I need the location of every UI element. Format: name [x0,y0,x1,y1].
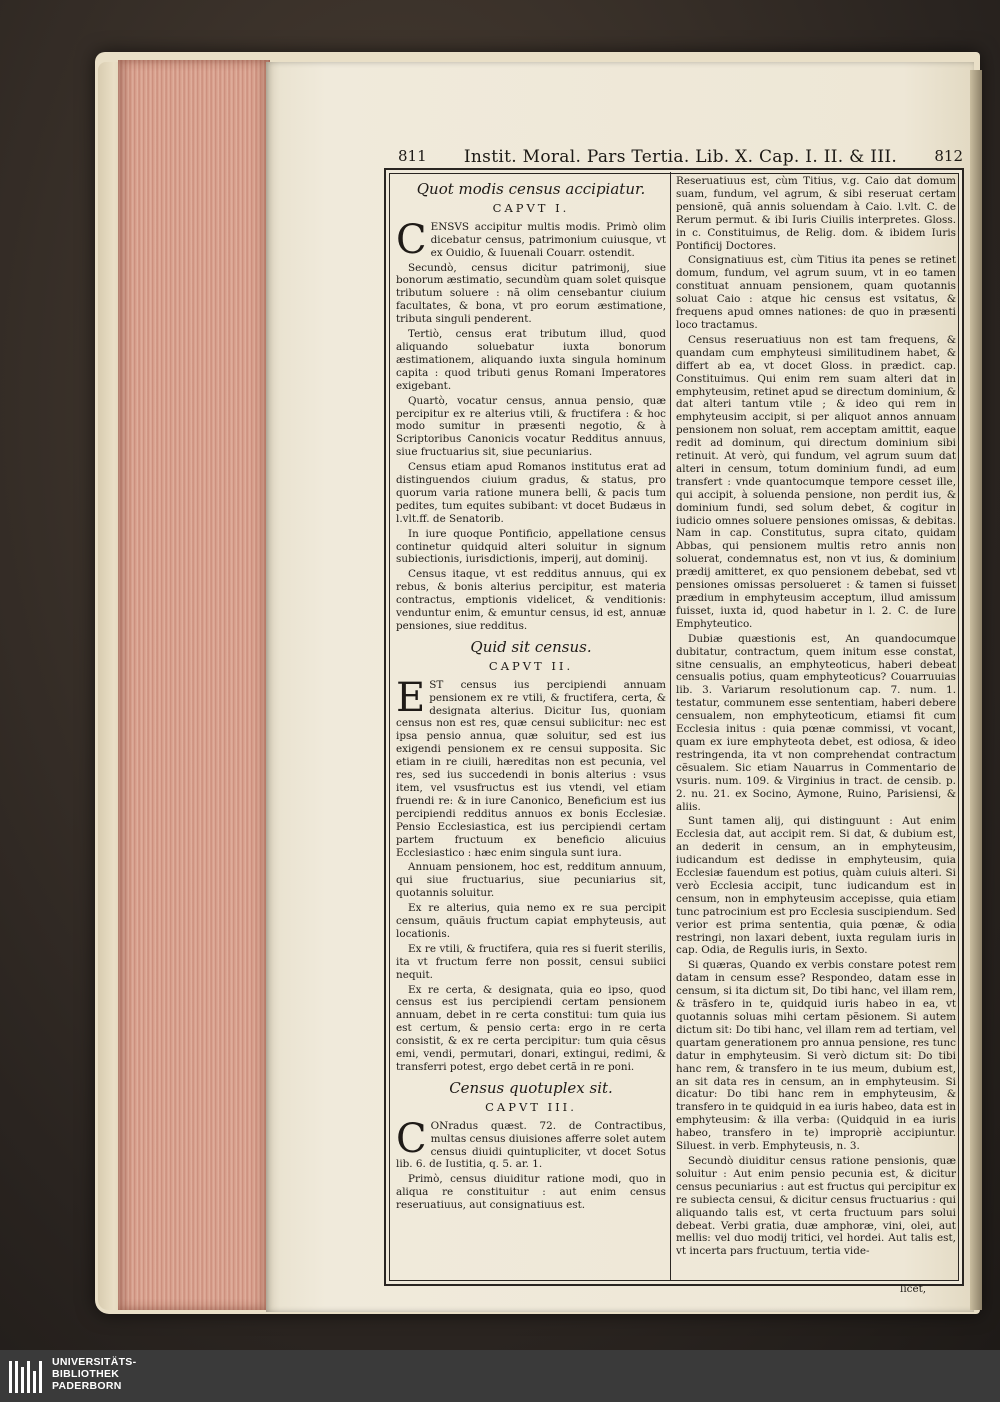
paragraph: Primò, census diuiditur ratione modi, quo in aliqua re constituitur : aut enim census reseruatiuus, aut consignatiuus est. [396,1173,666,1212]
paragraph: Ex re vtili, & fructifera, quia res si fuerit sterilis, ita vt fructum ferre non possit, censui subiici nequit. [396,942,666,981]
paragraph: C ONradus quæst. 72. de Contractibus, multas census diuisiones afferre solet autem census diuidi quintupliciter, vt docet Sotus lib. 6. de Iustitia, q. 5. ar. 1. [396,1115,666,1171]
drop-cap: C [396,1115,427,1162]
chapter-heading-1: Quot modis census accipiatur. [416,180,646,198]
paragraph: EST census ius percipiendi annuam pensionem ex re vtili, & fructifera, certa, & designata alterius. Dicitur Ius, quoniam census non est res, quæ censui subiicitur: nec est ipsa pensio annua, quæ soluitur, sed est ius exigendi pensionem ex re censui supposita. Sic etiam in re ciuili, hæreditas non est pecunia, vel res, sed ius succedendi in bonis alterius : vsus item, vel vsusfructus est ius vtendi, vel etiam fruendi re: & in iure Canonico, Beneficium est ius percipiendi redditus annuos ex bonis Ecclesiæ. Pensio Ecclesiastica, est ius percipiendi certam partem fructuum ex beneficio alicuius Ecclesiastico : hæc enim singula sunt iura. [396,674,666,859]
paragraph: In iure quoque Pontificio, appellatione census continetur quidquid alteri soluitur in signum subiectionis, iurisdictionis, imperij, aut dominij. [396,527,666,566]
paragraph: Census etiam apud Romanos institutus erat ad distinguendos ciuium gradus, & status, pro quorum varia ratione munera belli, & pacis tum pedites, tum equites subibant: vt docet Budæus in l.vlt.ff. de Senatorib. [396,461,666,525]
page-number-right: 812 [934,147,963,165]
left-column [396,175,666,1277]
right-column [676,175,956,1277]
paragraph: Census itaque, vt est redditus annuus, qui ex rebus, & bonis alterius percipitur, est materia contractus, emptionis videlicet, & venditionis: venduntur enim, & emuntur census, id est, annuæ pensiones, siue redditus. [396,568,666,632]
paragraph: Consignatiuus est, cùm Titius ita penes se retinet domum, fundum, vel agrum suum, vt in eo tamen constituat annuam pensionem, quam quotannis soluat Caio : atque hic census est vsitatus, & frequens apud omnes nationes: de quo in præsenti loco tractamus. [676,254,956,331]
paragraph: Annuam pensionem, hoc est, redditum annuum, qui siue fructuarius, siue pecuniarius sit, quotannis soluitur. [396,861,666,900]
logo-line-2: BIBLIOTHEK [52,1368,120,1380]
paragraph: Si quæras, Quando ex verbis constare potest rem datam in censum esse? Respondeo, datam esse in censum, si ita dictum sit, Do tibi hanc, vel illam rem, & trãsfero in te, quidquid iuris habeo in ea, vt quotannis soluas mihi certam pẽsionem. Si autem dictum sit: Do tibi hanc, vel illam rem ad tertiam, vel quartam generationem pro annua pensione, res tunc datur in emphyteusim. Si verò dictum sit: Do tibi hanc rem, & transfero in te ius meum, dubium est, an sit data res in censum, an in emphyteusim. Si dicatur: Do tibi hanc rem in emphyteusim, & transfero in te quidquid in ea iuris habeo, data est in emphyteusim: & illa verba: (Quidquid in ea iuris habeo, transfero in te) impropriè accipiuntur. Siluest. in verb. Emphyteusis, n. 3. [676,959,956,1153]
logo-line-1: UNIVERSITÄTS- [52,1356,137,1368]
drop-cap: C [396,216,427,263]
chapter-heading-2: Quid sit census. [470,637,592,656]
paragraph: Sunt tamen alij, qui distinguunt : Aut enim Ecclesia dat, aut accipit rem. Si dat, & dubium est, an dederit in censum, an in emphyteusim, iudicandum est dedisse in emphyteusim, quia Ecclesiæ fauendum est potius, quàm cuiuis alteri. Si verò Ecclesia accipit, tunc iudicandum est in censum, non in emphyteusim accepisse, quia etiam tunc patrocinium est pro Ecclesia suscipiendum. Sed verior est prima sententia, quia pœnæ, & odia restringi, non laxari debent, iuxta regulam iuris in cap. Odia, de Regulis iuris, in Sexto. [676,815,956,957]
paragraph: Quartò, vocatur census, annua pensio, quæ percipitur ex re alterius vtili, & fructifera : & hoc modo sumitur in præsenti negotio, & à Scriptoribus Canonicis vocatur Redditus annuus, siue fructuarius sit, siue pecuniarius. [396,394,666,459]
running-head [398,147,963,169]
paragraph: Dubiæ quæstionis est, An quandocumque dubitatur, contractum, quem initum esse constat, sitne censualis, an emphyteoticus, haberi debeat censualis potius, quam emphyteoticus? Couarruuias lib. 3. Variarum resolutionum cap. 7. num. 1. testatur, communem esse sententiam, haberi debere censualem, non emphyteoticum, etiamsi fit cum Ecclesia initus : quia pœnæ commissi, vt vocant, quam ex iure emphyteota debet, est odiosa, & ideo restringenda, ita vt non comprehendat contractum cẽsualem. Sic etiam Nauarrus in Commentario de vsuris. num. 109. & Virginius in tract. de censib. p. 2. nu. 21. ex Socino, Aymone, Ruino, Parisiensi, & aliis. [676,632,956,813]
paragraph: Census reseruatiuus non est tam frequens, & quandam cum emphyteusi similitudinem habet, & differt ab ea, vt docet Gloss. in prædict. cap. Constituimus. Qui enim rem suam alteri dat in emphyteusim, retinet apud se directum dominium, & dat alteri tantum vtile ; & ideo qui rem in emphyteusim accipit, si per aliquot annos annuam pensionem non soluat, rem acceptam amittit, eaque redit ad dominum, qui directum dominium sibi retinuit. At verò, qui fundum, vel agrum suum dat alteri in censum, totum dominium fundi, ad eum transfert : vnde quantocumque tempore cesset ille, qui accipit, à soluenda pensione, non perdit ius, & dominium fundi, sed solum debet, & cogitur in iudicio omnes soluere pensiones omissas, & debitas. Nam in cap. Constitutus, supra citato, quidam Abbas, qui pensionem multis retro annis non soluerat, condemnatus est, non vt ius, & dominium prædij amitteret, ex quo pensionem debebat, sed vt pensiones omissas persolueret : & tamen si fuisset prædium in emphyteusim acceptum, illud amissum fuisset, iuxta id, quod habetur in l. 2. C. de Iure Emphyteutico. [676,333,956,630]
page-edges [118,60,270,1310]
caput-label-1: CAPVT I. [492,200,570,215]
drop-cap: E [396,674,426,721]
caput-label-2: CAPVT II. [488,658,574,673]
library-logo-text [52,1356,136,1392]
paragraph: Secundò, census dicitur patrimonij, siue bonorum æstimatio, secundùm quam solet quisque tributum soluere : nã olim censebantur ciuium facultates, & bona, vt pro eorum æstimatione, tributa singuli penderent. [396,261,666,326]
chapter-heading-3: Census quotuplex sit. [449,1078,613,1097]
logo-line-3: PADERBORN [52,1380,122,1392]
catchword: licet, [900,1283,927,1295]
page-number-left: 811 [398,147,427,165]
paragraph: Ex re certa, & designata, quia eo ipso, quod census est ius percipiendi certam pensionem annuam, debet in re certa constitui: tum quia ius est certum, & pensio certa: ergo in re certa consistit, & ex re certa percipitur: tum quia cẽsus emi, vendi, permutari, donari, extingui, redimi, & transferri potest, ergo debet certã in re poni. [396,983,666,1073]
paragraph: Tertiò, census erat tributum illud, quod aliquando soluebatur iuxta bonorum æstimationem, aliquando iuxta singula hominum capita : quod tributi genus Romani Imperatores exigebant. [396,328,666,392]
paragraph: Secundò diuiditur census ratione pensionis, quæ soluitur : Aut enim pensio pecunia est, & dicitur census pecuniarius : aut est fructus qui percipitur ex re subiecta censui, & dicitur census fructuarius : qui aliquando talis est, vt certa fructuum pars solui debeat. Verbi gratia, duæ amphoræ, vini, olei, aut mellis: vel duo modij tritici, vel hordei. Aut talis est, vt incerta pars fructuum, tertia vide- [676,1154,956,1258]
running-head-title: Instit. Moral. Pars Tertia. Lib. X. Cap. I. II. & III. [463,147,898,167]
footer-bar [0,1350,1000,1402]
paragraph: Reseruatiuus est, cùm Titius, v.g. Caio dat domum suam, fundum, vel agrum, & sibi reseruat certam pensionẽ, quã annis soluendam à Caio. l.vlt. C. de Rerum permut. & ibi Iuris Ciuilis interpretes. Gloss. in c. Constituimus, de Relig. dom. & ibidem Iuris Pontificij Doctores. [676,175,956,252]
library-logo-icon [8,1357,44,1395]
column-rule [670,172,671,1280]
paragraph: Ex re alterius, quia nemo ex re sua percipit censum, quãuis fructum capiat emphyteusis, aut locationis. [396,902,666,940]
paragraph: CENSVS accipitur multis modis. Primò olim dicebatur census, patrimonium cuiusque, vt ex Ouidio, & Iuuenali Couarr. ostendit. [396,216,666,263]
caput-label-3: CAPVT III. [485,1099,577,1114]
page-curl [970,70,982,1310]
